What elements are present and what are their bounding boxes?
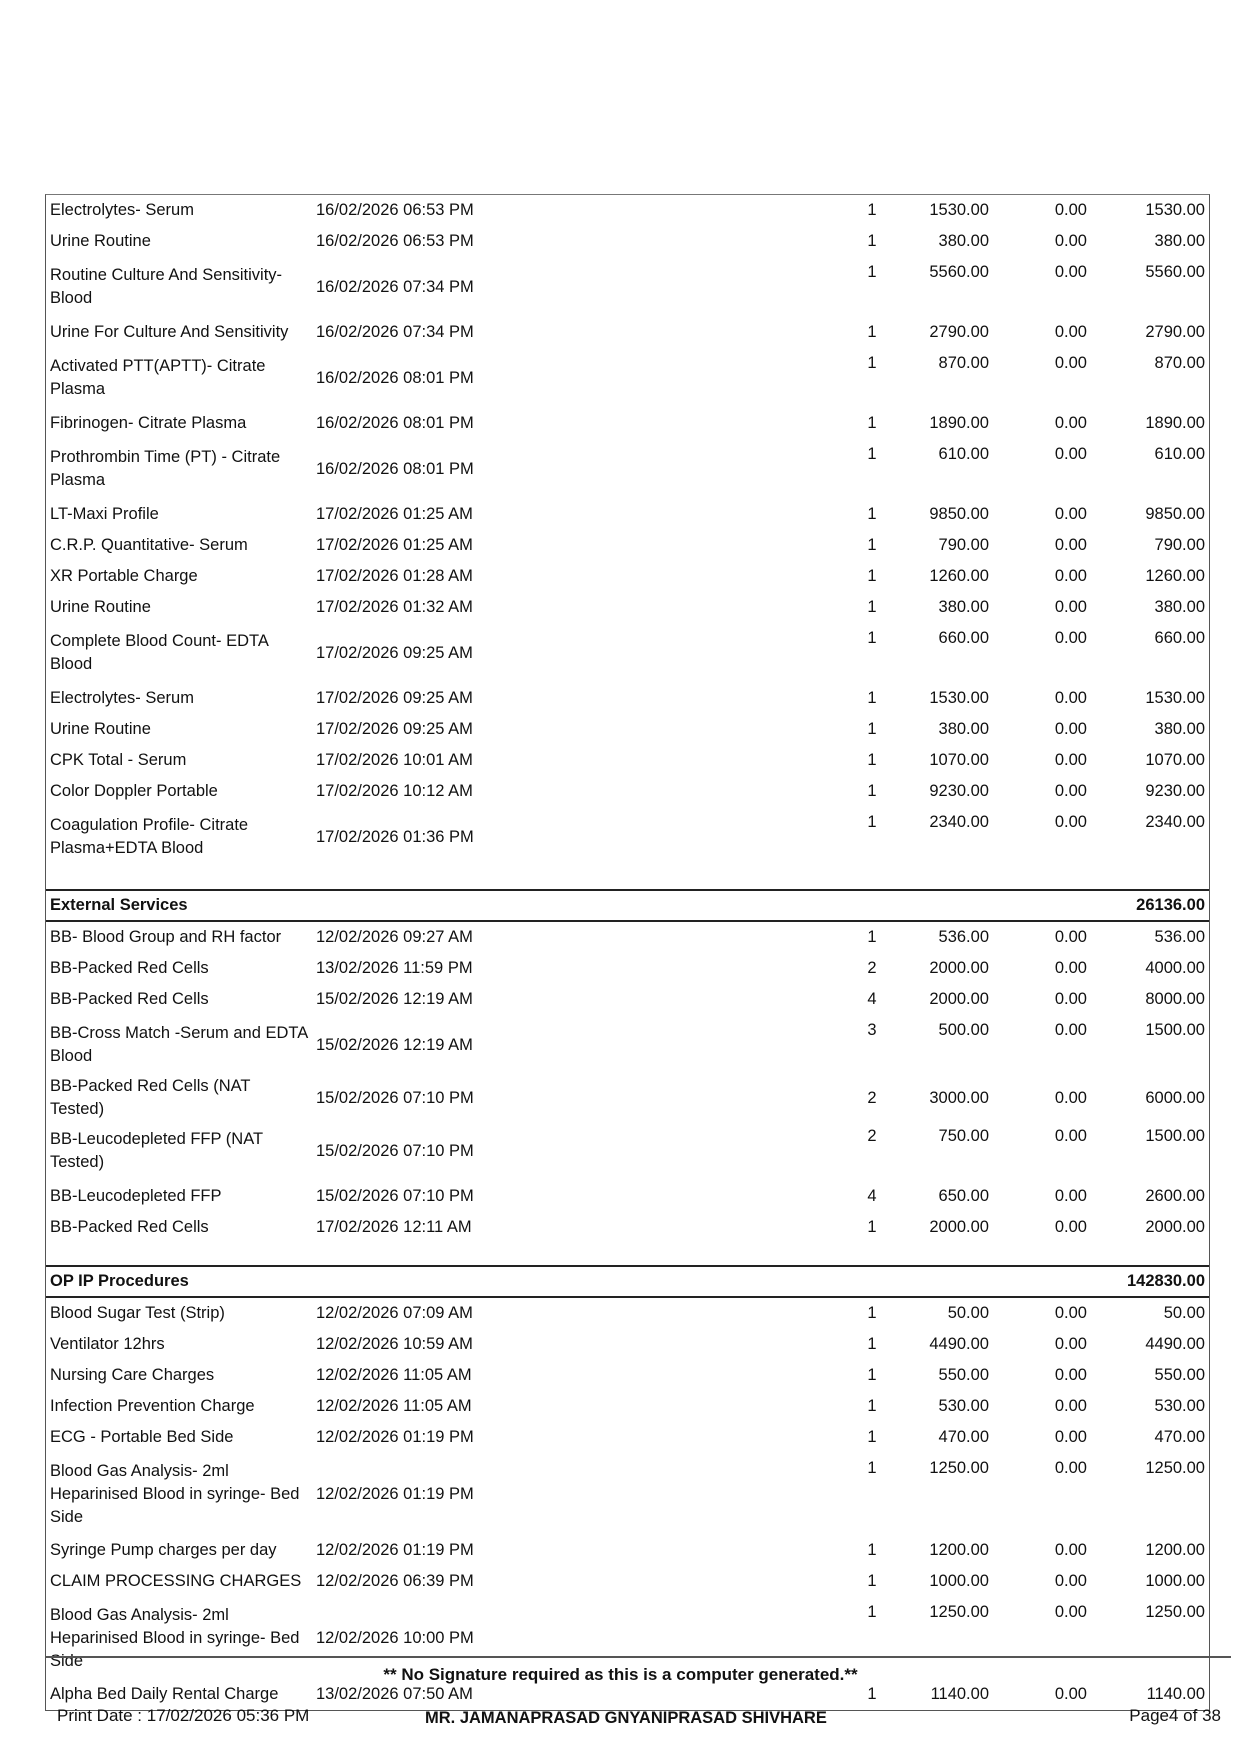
item-quantity: 1 [867, 1572, 877, 1590]
item-date: 12/02/2026 01:19 PM [316, 1428, 474, 1446]
item-description: BB-Cross Match -Serum and EDTA Blood [50, 1024, 308, 1065]
item-amount: 1530.00 [1145, 201, 1205, 219]
table-row [46, 348, 1209, 408]
item-quantity: 1 [867, 445, 877, 463]
item-amount: 1140.00 [1146, 1685, 1205, 1703]
item-date: 15/02/2026 07:10 PM [316, 1141, 474, 1160]
item-discount: 0.00 [1054, 201, 1087, 219]
blank-cell [512, 1566, 857, 1597]
table-row [46, 530, 1209, 561]
item-date: 12/02/2026 11:05 AM [316, 1366, 472, 1384]
item-discount: 0.00 [1054, 1366, 1087, 1384]
item-description: BB-Packed Red Cells [50, 959, 209, 977]
item-discount: 0.00 [1054, 1459, 1087, 1477]
bill-items-table [46, 195, 1209, 1710]
table-row [46, 1181, 1209, 1212]
item-amount: 1250.00 [1145, 1459, 1205, 1477]
item-quantity: 1 [867, 720, 877, 738]
item-date: 13/02/2026 11:59 PM [316, 959, 473, 977]
item-quantity: 1 [867, 629, 877, 647]
item-discount: 0.00 [1054, 990, 1087, 1008]
item-description: Electrolytes- Serum [50, 201, 194, 219]
item-amount: 1890.00 [1145, 414, 1205, 432]
item-discount: 0.00 [1054, 782, 1087, 800]
footer-divider [45, 1656, 1231, 1658]
item-quantity: 1 [867, 813, 877, 831]
bill-table-container [45, 194, 1210, 1711]
blank-cell [512, 683, 857, 714]
table-row [46, 592, 1209, 623]
item-rate: 870.00 [938, 354, 989, 372]
table-row [46, 499, 1209, 530]
item-date: 16/02/2026 08:01 PM [316, 414, 474, 432]
item-discount: 0.00 [1054, 536, 1087, 554]
item-amount: 1500.00 [1145, 1127, 1205, 1145]
item-quantity: 1 [867, 1304, 877, 1322]
item-rate: 650.00 [938, 1187, 989, 1205]
section-spacer [46, 867, 1209, 890]
item-amount: 380.00 [1154, 720, 1205, 738]
item-amount: 1250.00 [1145, 1603, 1205, 1621]
item-amount: 1200.00 [1145, 1541, 1205, 1559]
item-date: 12/02/2026 09:27 AM [316, 928, 473, 946]
item-rate: 1260.00 [929, 567, 989, 585]
table-row [46, 1391, 1209, 1422]
item-date: 12/02/2026 07:09 AM [316, 1304, 473, 1322]
footer-note: ** No Signature required as this is a computer generated.** [383, 1665, 858, 1684]
blank-cell [512, 1212, 857, 1243]
table-row [46, 807, 1209, 867]
item-date: 17/02/2026 10:12 AM [316, 782, 473, 800]
item-date: 15/02/2026 07:10 PM [316, 1088, 474, 1107]
item-date: 12/02/2026 11:05 AM [316, 1397, 472, 1415]
item-amount: 50.00 [1163, 1304, 1205, 1322]
item-description: Urine Routine [50, 232, 151, 250]
item-amount: 380.00 [1154, 232, 1205, 250]
item-quantity: 1 [867, 201, 877, 219]
table-row [46, 1015, 1209, 1075]
item-description: Fibrinogen- Citrate Plasma [50, 414, 247, 432]
item-amount: 4000.00 [1145, 959, 1205, 977]
item-date: 12/02/2026 06:39 PM [316, 1572, 474, 1590]
blank-cell [512, 953, 857, 984]
item-amount: 5560.00 [1145, 263, 1205, 281]
item-amount: 6000.00 [1145, 1088, 1205, 1107]
section-spacer [46, 1243, 1209, 1266]
item-quantity: 2 [867, 1088, 877, 1107]
item-quantity: 1 [867, 232, 877, 250]
item-discount: 0.00 [1054, 751, 1087, 769]
item-amount: 870.00 [1154, 354, 1205, 372]
section-header-row [46, 1266, 1209, 1297]
item-description: Blood Gas Analysis- 2ml Heparinised Blood in syringe- Bed Side [50, 1605, 300, 1670]
item-quantity: 1 [867, 354, 877, 372]
item-rate: 1890.00 [929, 414, 989, 432]
item-amount: 1260.00 [1145, 567, 1205, 585]
blank-cell [512, 561, 857, 592]
item-date: 16/02/2026 07:34 PM [316, 277, 474, 296]
table-row [46, 776, 1209, 807]
item-amount: 1000.00 [1145, 1572, 1205, 1590]
item-description: Coagulation Profile- Citrate Plasma+EDTA Blood [50, 816, 249, 857]
item-discount: 0.00 [1054, 1428, 1087, 1446]
item-description: Urine Routine [50, 720, 151, 738]
blank-cell [512, 1360, 857, 1391]
item-quantity: 4 [867, 1187, 877, 1205]
item-description: Urine For Culture And Sensitivity [50, 323, 289, 341]
table-row [46, 1212, 1209, 1243]
item-amount: 2000.00 [1145, 1218, 1205, 1236]
item-discount: 0.00 [1054, 1021, 1087, 1039]
item-description: Urine Routine [50, 598, 151, 616]
section-title: External Services [46, 890, 1091, 921]
item-rate: 50.00 [947, 1304, 989, 1322]
item-discount: 0.00 [1054, 689, 1087, 707]
item-amount: 610.00 [1154, 445, 1205, 463]
item-date: 16/02/2026 06:53 PM [316, 201, 474, 219]
table-row [46, 953, 1209, 984]
item-rate: 1530.00 [929, 689, 989, 707]
table-row [46, 257, 1209, 317]
table-row [46, 984, 1209, 1015]
item-rate: 9850.00 [929, 505, 989, 523]
table-row [46, 408, 1209, 439]
table-row [46, 1121, 1209, 1181]
item-amount: 470.00 [1154, 1428, 1205, 1446]
table-row [46, 714, 1209, 745]
item-date: 15/02/2026 12:19 AM [316, 1035, 473, 1054]
item-rate: 3000.00 [929, 1088, 989, 1107]
blank-cell [512, 1181, 857, 1212]
item-amount: 9230.00 [1145, 782, 1205, 800]
item-description: Complete Blood Count- EDTA Blood [50, 632, 268, 673]
blank-cell [512, 1329, 857, 1360]
item-quantity: 1 [867, 1685, 877, 1703]
table-row [46, 226, 1209, 257]
table-row [46, 195, 1209, 226]
item-amount: 530.00 [1154, 1397, 1205, 1415]
blank-cell [512, 1297, 857, 1329]
item-date: 17/02/2026 01:25 AM [316, 505, 473, 523]
item-description: Alpha Bed Daily Rental Charge [50, 1685, 279, 1703]
item-amount: 550.00 [1154, 1366, 1205, 1384]
item-description: BB-Packed Red Cells [50, 1218, 209, 1236]
blank-cell [512, 195, 857, 226]
item-date: 17/02/2026 09:25 AM [316, 720, 473, 738]
item-discount: 0.00 [1054, 232, 1087, 250]
item-discount: 0.00 [1054, 1304, 1087, 1322]
item-discount: 0.00 [1054, 1397, 1087, 1415]
item-amount: 4490.00 [1145, 1335, 1205, 1353]
item-rate: 1250.00 [929, 1603, 989, 1621]
item-description: BB-Packed Red Cells (NAT Tested) [50, 1077, 251, 1118]
item-description: Color Doppler Portable [50, 782, 218, 800]
item-rate: 4490.00 [929, 1335, 989, 1353]
item-quantity: 1 [867, 1541, 877, 1559]
item-discount: 0.00 [1054, 567, 1087, 585]
item-description: LT-Maxi Profile [50, 505, 159, 523]
item-quantity: 2 [867, 1127, 877, 1145]
table-row [46, 317, 1209, 348]
item-discount: 0.00 [1054, 1127, 1087, 1145]
item-date: 17/02/2026 01:25 AM [316, 536, 473, 554]
item-quantity: 1 [867, 505, 877, 523]
blank-cell [512, 1391, 857, 1422]
blank-cell [512, 1121, 857, 1181]
item-quantity: 1 [867, 1218, 877, 1236]
item-amount: 2790.00 [1145, 323, 1205, 341]
table-row [46, 561, 1209, 592]
item-rate: 790.00 [938, 536, 989, 554]
item-description: BB-Leucodepleted FFP [50, 1187, 222, 1205]
blank-cell [512, 348, 857, 408]
item-description: Electrolytes- Serum [50, 689, 194, 707]
item-date: 17/02/2026 01:28 AM [316, 567, 473, 585]
blank-cell [512, 1422, 857, 1453]
item-description: Prothrombin Time (PT) - Citrate Plasma [50, 448, 281, 489]
item-description: C.R.P. Quantitative- Serum [50, 536, 248, 554]
blank-cell [512, 499, 857, 530]
item-quantity: 1 [867, 1603, 877, 1621]
item-amount: 2340.00 [1145, 813, 1205, 831]
page-number: Page4 of 38 [1129, 1706, 1221, 1725]
item-amount: 1070.00 [1145, 751, 1205, 769]
item-date: 17/02/2026 09:25 AM [316, 643, 473, 662]
section-total: 142830.00 [1091, 1266, 1209, 1297]
blank-cell [512, 226, 857, 257]
item-rate: 2000.00 [929, 990, 989, 1008]
blank-cell [512, 807, 857, 867]
item-rate: 530.00 [938, 1397, 989, 1415]
item-date: 17/02/2026 10:01 AM [316, 751, 473, 769]
item-rate: 536.00 [938, 928, 989, 946]
item-discount: 0.00 [1054, 928, 1087, 946]
item-date: 15/02/2026 07:10 PM [316, 1187, 474, 1205]
table-row [46, 1422, 1209, 1453]
item-discount: 0.00 [1054, 354, 1087, 372]
blank-cell [512, 1535, 857, 1566]
item-date: 12/02/2026 01:19 PM [316, 1541, 474, 1559]
table-row [46, 439, 1209, 499]
section-total: 26136.00 [1091, 890, 1209, 921]
item-description: Ventilator 12hrs [50, 1335, 165, 1353]
table-row [46, 1566, 1209, 1597]
item-amount: 380.00 [1154, 598, 1205, 616]
item-discount: 0.00 [1054, 1685, 1087, 1703]
item-date: 12/02/2026 10:59 AM [316, 1335, 473, 1353]
item-date: 17/02/2026 01:36 PM [316, 827, 474, 846]
item-rate: 380.00 [938, 598, 989, 616]
item-discount: 0.00 [1054, 1603, 1087, 1621]
table-row [46, 623, 1209, 683]
item-description: Nursing Care Charges [50, 1366, 215, 1384]
item-discount: 0.00 [1054, 1335, 1087, 1353]
item-rate: 1250.00 [929, 1459, 989, 1477]
item-amount: 660.00 [1154, 629, 1205, 647]
item-quantity: 1 [867, 1366, 877, 1384]
item-rate: 9230.00 [929, 782, 989, 800]
item-quantity: 1 [867, 536, 877, 554]
item-date: 12/02/2026 01:19 PM [316, 1484, 474, 1503]
item-quantity: 1 [867, 1428, 877, 1446]
item-description: CPK Total - Serum [50, 751, 187, 769]
item-discount: 0.00 [1054, 263, 1087, 281]
blank-cell [512, 439, 857, 499]
item-date: 16/02/2026 06:53 PM [316, 232, 474, 250]
item-quantity: 1 [867, 598, 877, 616]
item-date: 16/02/2026 08:01 PM [316, 368, 474, 387]
item-date: 16/02/2026 07:34 PM [316, 323, 474, 341]
section-header-row [46, 890, 1209, 921]
item-rate: 1530.00 [929, 201, 989, 219]
table-row [46, 683, 1209, 714]
item-date: 17/02/2026 01:32 AM [316, 598, 473, 616]
item-amount: 1500.00 [1145, 1021, 1205, 1039]
item-description: BB-Packed Red Cells [50, 990, 209, 1008]
blank-cell [512, 530, 857, 561]
spacer-cell [46, 867, 1209, 890]
item-rate: 610.00 [938, 445, 989, 463]
item-date: 12/02/2026 10:00 PM [316, 1628, 474, 1647]
blank-cell [512, 1453, 857, 1535]
item-amount: 8000.00 [1145, 990, 1205, 1008]
table-row [46, 1535, 1209, 1566]
item-date: 17/02/2026 12:11 AM [316, 1218, 472, 1236]
item-description: CLAIM PROCESSING CHARGES [50, 1572, 302, 1590]
item-quantity: 1 [867, 263, 877, 281]
item-description: Blood Gas Analysis- 2ml Heparinised Blood in syringe- Bed Side [50, 1461, 300, 1526]
item-quantity: 1 [867, 782, 877, 800]
item-date: 15/02/2026 12:19 AM [316, 990, 473, 1008]
item-description: Activated PTT(APTT)- Citrate Plasma [50, 357, 266, 398]
item-amount: 790.00 [1154, 536, 1205, 554]
item-quantity: 1 [867, 1335, 877, 1353]
table-row [46, 1297, 1209, 1329]
item-description: Infection Prevention Charge [50, 1397, 255, 1415]
item-amount: 9850.00 [1145, 505, 1205, 523]
item-quantity: 1 [867, 414, 877, 432]
blank-cell [512, 592, 857, 623]
item-discount: 0.00 [1054, 445, 1087, 463]
table-row [46, 1329, 1209, 1360]
item-rate: 2340.00 [929, 813, 989, 831]
item-discount: 0.00 [1054, 1541, 1087, 1559]
item-description: BB-Leucodepleted FFP (NAT Tested) [50, 1130, 263, 1171]
item-discount: 0.00 [1054, 505, 1087, 523]
blank-cell [512, 745, 857, 776]
blank-cell [512, 317, 857, 348]
table-row [46, 921, 1209, 953]
item-quantity: 3 [867, 1021, 877, 1039]
item-rate: 380.00 [938, 232, 989, 250]
item-discount: 0.00 [1054, 629, 1087, 647]
item-description: BB- Blood Group and RH factor [50, 928, 282, 946]
item-quantity: 2 [867, 959, 877, 977]
patient-name: MR. JAMANAPRASAD GNYANIPRASAD SHIVHARE [425, 1709, 827, 1727]
item-quantity: 1 [867, 567, 877, 585]
item-rate: 1140.00 [930, 1685, 989, 1703]
item-quantity: 1 [867, 751, 877, 769]
blank-cell [512, 1015, 857, 1075]
item-quantity: 4 [867, 990, 877, 1008]
item-discount: 0.00 [1054, 1088, 1087, 1107]
item-discount: 0.00 [1054, 323, 1087, 341]
item-quantity: 1 [867, 928, 877, 946]
print-date: Print Date : 17/02/2026 05:36 PM [57, 1706, 310, 1725]
section-title: OP IP Procedures [46, 1266, 1091, 1297]
item-discount: 0.00 [1054, 1218, 1087, 1236]
item-discount: 0.00 [1054, 598, 1087, 616]
item-date: 13/02/2026 07:50 AM [316, 1685, 473, 1703]
item-description: Routine Culture And Sensitivity- Blood [50, 266, 283, 307]
table-row [46, 1360, 1209, 1391]
item-rate: 5560.00 [929, 263, 989, 281]
spacer-cell [46, 1243, 1209, 1266]
item-quantity: 1 [867, 1459, 877, 1477]
item-description: XR Portable Charge [50, 567, 198, 585]
table-row [46, 1453, 1209, 1535]
item-rate: 2790.00 [929, 323, 989, 341]
item-quantity: 1 [867, 1397, 877, 1415]
item-description: ECG - Portable Bed Side [50, 1428, 234, 1446]
table-row [46, 1075, 1209, 1121]
item-rate: 2000.00 [929, 1218, 989, 1236]
blank-cell [512, 408, 857, 439]
blank-cell [512, 984, 857, 1015]
item-discount: 0.00 [1054, 959, 1087, 977]
blank-cell [512, 257, 857, 317]
item-rate: 1000.00 [929, 1572, 989, 1590]
blank-cell [512, 714, 857, 745]
blank-cell [512, 623, 857, 683]
item-rate: 2000.00 [929, 959, 989, 977]
item-discount: 0.00 [1054, 1572, 1087, 1590]
item-date: 16/02/2026 08:01 PM [316, 459, 474, 478]
item-rate: 550.00 [938, 1366, 989, 1384]
item-discount: 0.00 [1054, 414, 1087, 432]
item-rate: 1200.00 [929, 1541, 989, 1559]
item-discount: 0.00 [1054, 720, 1087, 738]
blank-cell [512, 921, 857, 953]
item-rate: 750.00 [938, 1127, 989, 1145]
item-description: Syringe Pump charges per day [50, 1541, 277, 1559]
item-rate: 470.00 [938, 1428, 989, 1446]
table-row [46, 745, 1209, 776]
item-amount: 2600.00 [1145, 1187, 1205, 1205]
item-date: 17/02/2026 09:25 AM [316, 689, 473, 707]
item-rate: 660.00 [938, 629, 989, 647]
item-amount: 536.00 [1154, 928, 1205, 946]
item-quantity: 1 [867, 323, 877, 341]
blank-cell [512, 1075, 857, 1121]
item-description: Blood Sugar Test (Strip) [50, 1304, 225, 1322]
item-rate: 500.00 [938, 1021, 989, 1039]
item-rate: 380.00 [938, 720, 989, 738]
item-amount: 1530.00 [1145, 689, 1205, 707]
item-quantity: 1 [867, 689, 877, 707]
item-discount: 0.00 [1054, 1187, 1087, 1205]
item-rate: 1070.00 [929, 751, 989, 769]
item-discount: 0.00 [1054, 813, 1087, 831]
blank-cell [512, 776, 857, 807]
